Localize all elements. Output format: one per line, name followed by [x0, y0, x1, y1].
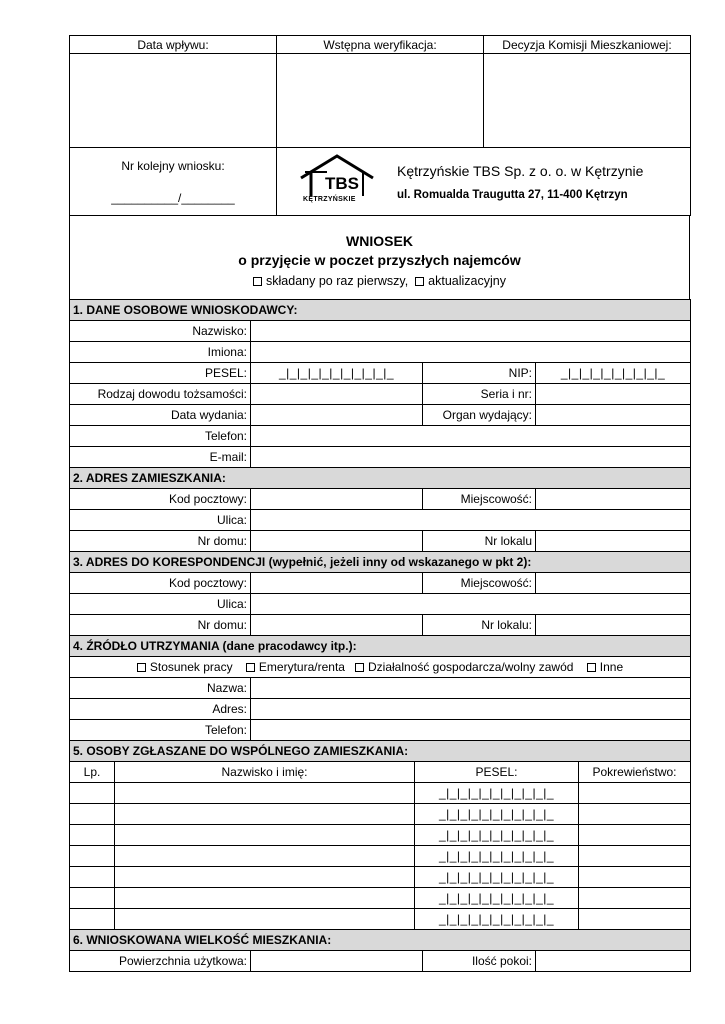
income-source-options: [70, 657, 691, 678]
section-household-members: [69, 740, 691, 930]
id-type-field[interactable]: [251, 384, 423, 405]
col-relation-header: Pokrewieństwo:: [579, 762, 691, 783]
section-3-heading: 3. ADRES DO KORESPONDENCJI (wypełnić, jeżeli inny od wskazanego w pkt 2):: [70, 552, 691, 573]
relation-cell[interactable]: [579, 846, 691, 867]
corr-city-field[interactable]: [536, 573, 691, 594]
name-cell[interactable]: [115, 909, 415, 930]
section-6-heading: 6. WNIOSKOWANA WIELKOŚĆ MIESZKANIA:: [70, 930, 691, 951]
table-row: [70, 804, 691, 825]
employer-name-field[interactable]: [251, 678, 691, 699]
postal-code-field[interactable]: [251, 489, 423, 510]
pesel-cell[interactable]: _|_|_|_|_|_|_|_|_|_|_: [415, 783, 579, 804]
header-table: [69, 35, 691, 216]
name-cell[interactable]: [115, 888, 415, 909]
pesel-cell[interactable]: _|_|_|_|_|_|_|_|_|_|_: [415, 909, 579, 930]
lp-cell[interactable]: [70, 909, 115, 930]
name-cell[interactable]: [115, 825, 415, 846]
floor-area-label: Powierzchnia użytkowa:: [70, 951, 251, 972]
id-series-label: Seria i nr:: [423, 384, 536, 405]
committee-decision-label: Decyzja Komisji Mieszkaniowej:: [484, 36, 691, 54]
city-field[interactable]: [536, 489, 691, 510]
verification-box[interactable]: [277, 54, 484, 148]
application-form: [69, 35, 690, 972]
lp-cell[interactable]: [70, 825, 115, 846]
lp-cell[interactable]: [70, 804, 115, 825]
business-label: Działalność gospodarcza/wolny zawód: [367, 660, 574, 674]
pesel-cell[interactable]: _|_|_|_|_|_|_|_|_|_|_: [415, 804, 579, 825]
house-number-field[interactable]: [251, 531, 423, 552]
pesel-cell[interactable]: _|_|_|_|_|_|_|_|_|_|_: [415, 846, 579, 867]
name-cell[interactable]: [115, 804, 415, 825]
lp-cell[interactable]: [70, 867, 115, 888]
other-checkbox[interactable]: [587, 663, 596, 672]
col-lp-header: Lp.: [70, 762, 115, 783]
business-checkbox[interactable]: [355, 663, 364, 672]
nip-label: NIP:: [423, 363, 536, 384]
house-number-label: Nr domu:: [70, 531, 251, 552]
name-cell[interactable]: [115, 846, 415, 867]
update-label: aktualizacyjny: [428, 274, 506, 288]
first-time-label: składany po raz pierwszy,: [266, 274, 409, 288]
received-date-box[interactable]: [70, 54, 277, 148]
apartment-number-label: Nr lokalu: [423, 531, 536, 552]
street-field[interactable]: [251, 510, 691, 531]
room-count-field[interactable]: [536, 951, 691, 972]
id-series-field[interactable]: [536, 384, 691, 405]
table-row: [70, 888, 691, 909]
nip-field[interactable]: _|_|_|_|_|_|_|_|_|_: [536, 363, 691, 384]
application-number-cell: [70, 148, 277, 216]
surname-label: Nazwisko:: [70, 321, 251, 342]
table-row: [70, 783, 691, 804]
corr-house-number-field[interactable]: [251, 615, 423, 636]
committee-decision-box[interactable]: [484, 54, 691, 148]
relation-cell[interactable]: [579, 804, 691, 825]
id-type-label: Rodzaj dowodu tożsamości:: [70, 384, 251, 405]
name-cell[interactable]: [115, 867, 415, 888]
section-4-heading: 4. ŹRÓDŁO UTRZYMANIA (dane pracodawcy itp.):: [70, 636, 691, 657]
employer-phone-label: Telefon:: [70, 720, 251, 741]
pesel-label: PESEL:: [70, 363, 251, 384]
corr-street-field[interactable]: [251, 594, 691, 615]
name-cell[interactable]: [115, 783, 415, 804]
form-title: WNIOSEK: [346, 233, 413, 249]
relation-cell[interactable]: [579, 909, 691, 930]
surname-field[interactable]: [251, 321, 691, 342]
pension-checkbox[interactable]: [246, 663, 255, 672]
logo-subtitle: KĘTRZYŃSKIE: [303, 195, 356, 203]
relation-cell[interactable]: [579, 888, 691, 909]
company-cell: [277, 148, 691, 216]
logo-tbs-text: TBS: [325, 173, 359, 193]
form-subtitle: o przyjęcie w poczet przyszłych najemców: [238, 252, 521, 268]
first-names-label: Imiona:: [70, 342, 251, 363]
update-checkbox[interactable]: [415, 277, 424, 286]
pesel-cell[interactable]: _|_|_|_|_|_|_|_|_|_|_: [415, 825, 579, 846]
issue-date-label: Data wydania:: [70, 405, 251, 426]
corr-city-label: Miejscowość:: [423, 573, 536, 594]
application-number-label: Nr kolejny wniosku:: [121, 158, 225, 173]
email-label: E-mail:: [70, 447, 251, 468]
employment-checkbox[interactable]: [137, 663, 146, 672]
employer-address-field[interactable]: [251, 699, 691, 720]
title-cell: [70, 216, 690, 300]
issue-date-field[interactable]: [251, 405, 423, 426]
employer-name-label: Nazwa:: [70, 678, 251, 699]
relation-cell[interactable]: [579, 825, 691, 846]
corr-postal-code-field[interactable]: [251, 573, 423, 594]
employer-phone-field[interactable]: [251, 720, 691, 741]
lp-cell[interactable]: [70, 888, 115, 909]
postal-code-label: Kod pocztowy:: [70, 489, 251, 510]
section-2-heading: 2. ADRES ZAMIESZKANIA:: [70, 468, 691, 489]
pesel-cell[interactable]: _|_|_|_|_|_|_|_|_|_|_: [415, 867, 579, 888]
table-row: [70, 825, 691, 846]
street-label: Ulica:: [70, 510, 251, 531]
table-row: [70, 846, 691, 867]
section-5-heading: 5. OSOBY ZGŁASZANE DO WSPÓLNEGO ZAMIESZKANIA:: [70, 741, 691, 762]
table-row: [70, 867, 691, 888]
phone-field[interactable]: [251, 426, 691, 447]
pesel-field[interactable]: _|_|_|_|_|_|_|_|_|_|_: [251, 363, 423, 384]
verification-label: Wstępna weryfikacja:: [277, 36, 484, 54]
first-time-checkbox[interactable]: [253, 277, 262, 286]
corr-house-number-label: Nr domu:: [70, 615, 251, 636]
room-count-label: Ilość pokoi:: [423, 951, 536, 972]
relation-cell[interactable]: [579, 867, 691, 888]
company-name: Kętrzyńskie TBS Sp. z o. o. w Kętrzynie: [397, 162, 644, 179]
corr-postal-code-label: Kod pocztowy:: [70, 573, 251, 594]
floor-area-field[interactable]: [251, 951, 423, 972]
section-1-heading: 1. DANE OSOBOWE WNIOSKODAWCY:: [70, 300, 691, 321]
apartment-number-field[interactable]: [536, 531, 691, 552]
corr-street-label: Ulica:: [70, 594, 251, 615]
city-label: Miejscowość:: [423, 489, 536, 510]
first-names-field[interactable]: [251, 342, 691, 363]
company-address: ul. Romualda Traugutta 27, 11-400 Kętrzyn: [397, 188, 628, 201]
other-label: Inne: [599, 660, 624, 674]
pesel-cell[interactable]: _|_|_|_|_|_|_|_|_|_|_: [415, 888, 579, 909]
corr-apartment-number-label: Nr lokalu:: [423, 615, 536, 636]
email-field[interactable]: [251, 447, 691, 468]
employment-label: Stosunek pracy: [149, 660, 233, 674]
tbs-logo: [297, 152, 397, 212]
corr-apartment-number-field[interactable]: [536, 615, 691, 636]
phone-label: Telefon:: [70, 426, 251, 447]
title-table: [69, 215, 690, 300]
section-apartment-size: [69, 929, 691, 972]
col-name-header: Nazwisko i imię:: [115, 762, 415, 783]
lp-cell[interactable]: [70, 846, 115, 867]
section-personal-data: [69, 299, 691, 741]
table-row: [70, 909, 691, 930]
col-pesel-header: PESEL:: [415, 762, 579, 783]
pension-label: Emerytura/renta: [258, 660, 345, 674]
application-number-field[interactable]: __________/________: [111, 190, 235, 205]
employer-address-label: Adres:: [70, 699, 251, 720]
relation-cell[interactable]: [579, 783, 691, 804]
received-date-label: Data wpływu:: [70, 36, 277, 54]
issuing-authority-field[interactable]: [536, 405, 691, 426]
issuing-authority-label: Organ wydający:: [423, 405, 536, 426]
lp-cell[interactable]: [70, 783, 115, 804]
